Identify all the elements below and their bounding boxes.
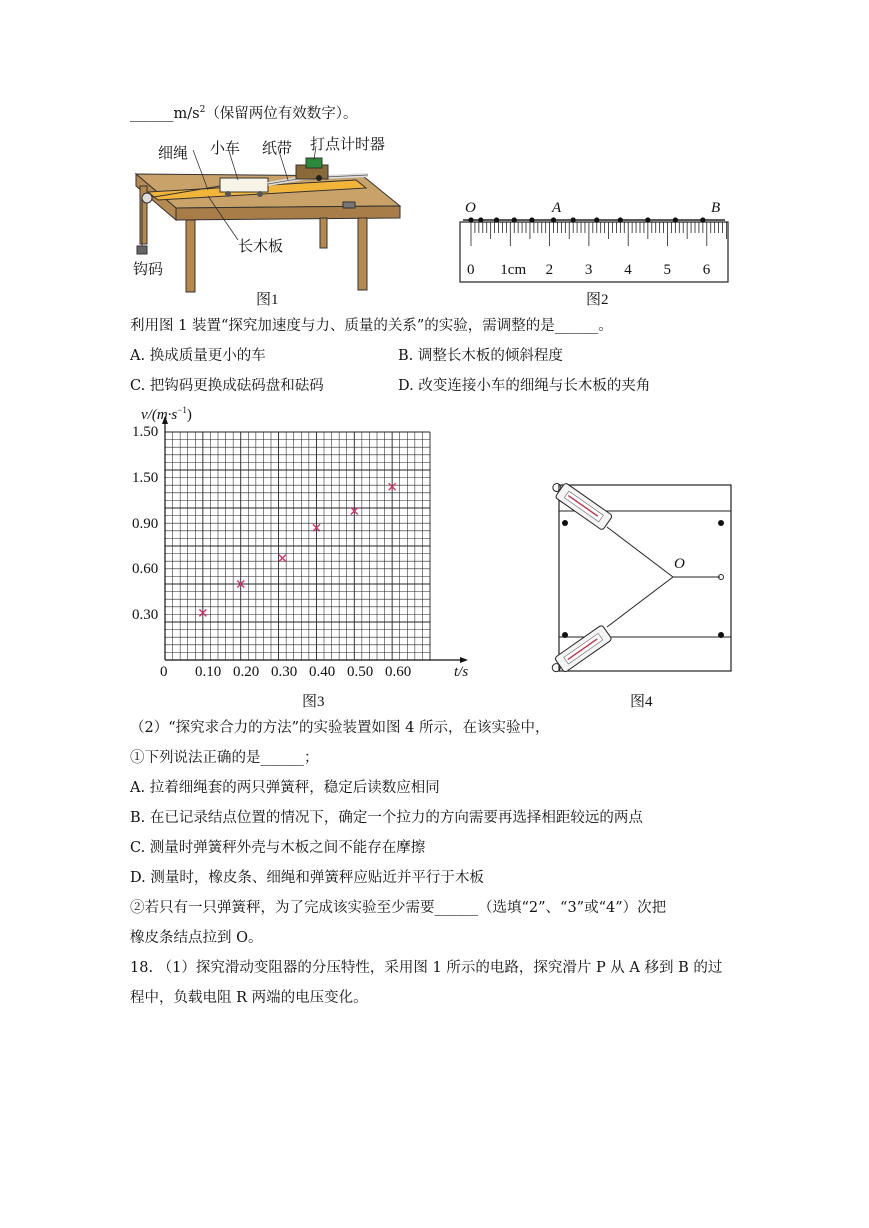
y-tick-1: 1.50 — [132, 470, 159, 486]
tape-dot — [551, 217, 556, 222]
x-tick-5: 0.50 — [347, 664, 374, 680]
subquestion-2-line1: ②若只有一只弹簧秤，为了完成该实验至少需要______（选填“2”、“3”或“4”）次把 — [130, 900, 667, 916]
option-B-1: B. 调整长木板的倾斜程度 — [398, 348, 563, 364]
option-A-2: A. 拉着细绳套的两只弹簧秤，稳定后读数应相同 — [130, 780, 440, 796]
ruler-number-1: 1cm — [500, 262, 527, 278]
figure-3-vt-graph — [125, 402, 485, 687]
label-timer: 打点计时器 — [310, 137, 386, 153]
x-tick-3: 0.30 — [271, 664, 298, 680]
tape-dot — [645, 217, 650, 222]
tape-dot — [468, 217, 473, 222]
answer-line-acceleration — [130, 100, 358, 124]
knot-O-label: O — [674, 556, 685, 572]
y-tick-4: 0.30 — [132, 607, 159, 623]
tape-dot — [512, 217, 517, 222]
tape-dot — [571, 217, 576, 222]
figure-1-caption: 图1 — [256, 292, 279, 308]
x-tick-6: 0.60 — [385, 664, 412, 680]
option-B-2: B. 在已记录结点位置的情况下，确定一个拉力的方向需要再选择相距较远的两点 — [130, 810, 643, 826]
point-O-label: O — [465, 200, 476, 216]
label-hook-weight: 钩码 — [133, 262, 164, 278]
x-tick-4: 0.40 — [309, 664, 336, 680]
question-figure-1: 利用图 1 装置“探究加速度与力、质量的关系”的实验，需调整的是______。 — [130, 318, 613, 334]
tape-dot — [494, 217, 499, 222]
x-tick-2: 0.20 — [233, 664, 260, 680]
x-tick-1: 0.10 — [195, 664, 222, 680]
label-cart: 小车 — [210, 141, 241, 157]
precision-note: （保留两位有效数字）。 — [205, 106, 358, 122]
subquestion-2-line2: 橡皮条结点拉到 O。 — [130, 930, 263, 946]
y-axis-label: $v/(m\cdot s^{-1})$ — [141, 405, 192, 423]
option-D-1: D. 改变连接小车的细绳与长木板的夹角 — [398, 378, 651, 394]
figure-4-force-board — [545, 475, 740, 685]
option-D-2: D. 测量时，橡皮条、细绳和弹簧秤应贴近并平行于木板 — [130, 870, 484, 886]
label-rope: 细绳 — [158, 146, 189, 162]
ruler-number-4: 4 — [624, 262, 632, 278]
ruler-number-2: 2 — [545, 262, 554, 278]
chart-points — [199, 483, 395, 616]
question-18-line2: 程中，负载电阻 R 两端的电压变化。 — [130, 990, 368, 1006]
tape-dot — [529, 217, 534, 222]
data-point — [279, 555, 286, 562]
label-board: 长木板 — [238, 239, 284, 255]
label-tape: 纸带 — [262, 141, 293, 157]
figure-3-caption: 图3 — [302, 694, 325, 710]
question-18-line1: 18. （1）探究滑动变阻器的分压特性，采用图 1 所示的电路，探究滑片 P 从 A 移到 B 的过 — [130, 960, 723, 976]
option-C-2: C. 测量时弹簧秤外壳与木板之间不能存在摩擦 — [130, 840, 426, 856]
tape-dot — [478, 217, 483, 222]
figure-4-caption: 图4 — [630, 694, 653, 710]
tape-dot — [700, 217, 705, 222]
ruler-number-3: 3 — [584, 262, 593, 278]
part-2-intro: （2）“探究求合力的方法”的实验装置如图 4 所示，在该实验中， — [130, 720, 550, 736]
x-tick-0: 0 — [160, 664, 168, 680]
unit-text: m/s — [173, 106, 200, 122]
ruler-number-0: 0 — [467, 262, 475, 278]
tape-dot — [618, 217, 623, 222]
x-axis-label: t/s — [454, 664, 469, 680]
unit-exponent: 2 — [199, 105, 206, 115]
tape-dot — [594, 217, 599, 222]
figure-2-caption: 图2 — [586, 292, 609, 308]
ruler-number-5: 5 — [663, 262, 671, 278]
tape-dot — [673, 217, 678, 222]
ruler-number-6: 6 — [702, 262, 711, 278]
point-B-label: B — [711, 200, 721, 216]
y-tick-3: 0.60 — [132, 561, 159, 577]
chart-axes — [162, 416, 468, 663]
subquestion-1: ①下列说法正确的是______； — [130, 750, 319, 766]
y-tick-2: 0.90 — [132, 516, 159, 532]
figure-2-ruler — [455, 198, 733, 290]
y-tick-0: 1.50 — [132, 424, 159, 440]
option-C-1: C. 把钩码更换成砝码盘和砝码 — [130, 378, 324, 394]
answer-blank: ______ — [130, 106, 174, 122]
point-A-label: A — [552, 200, 562, 216]
option-A-1: A. 换成质量更小的车 — [130, 348, 266, 364]
chart-grid — [165, 432, 430, 660]
